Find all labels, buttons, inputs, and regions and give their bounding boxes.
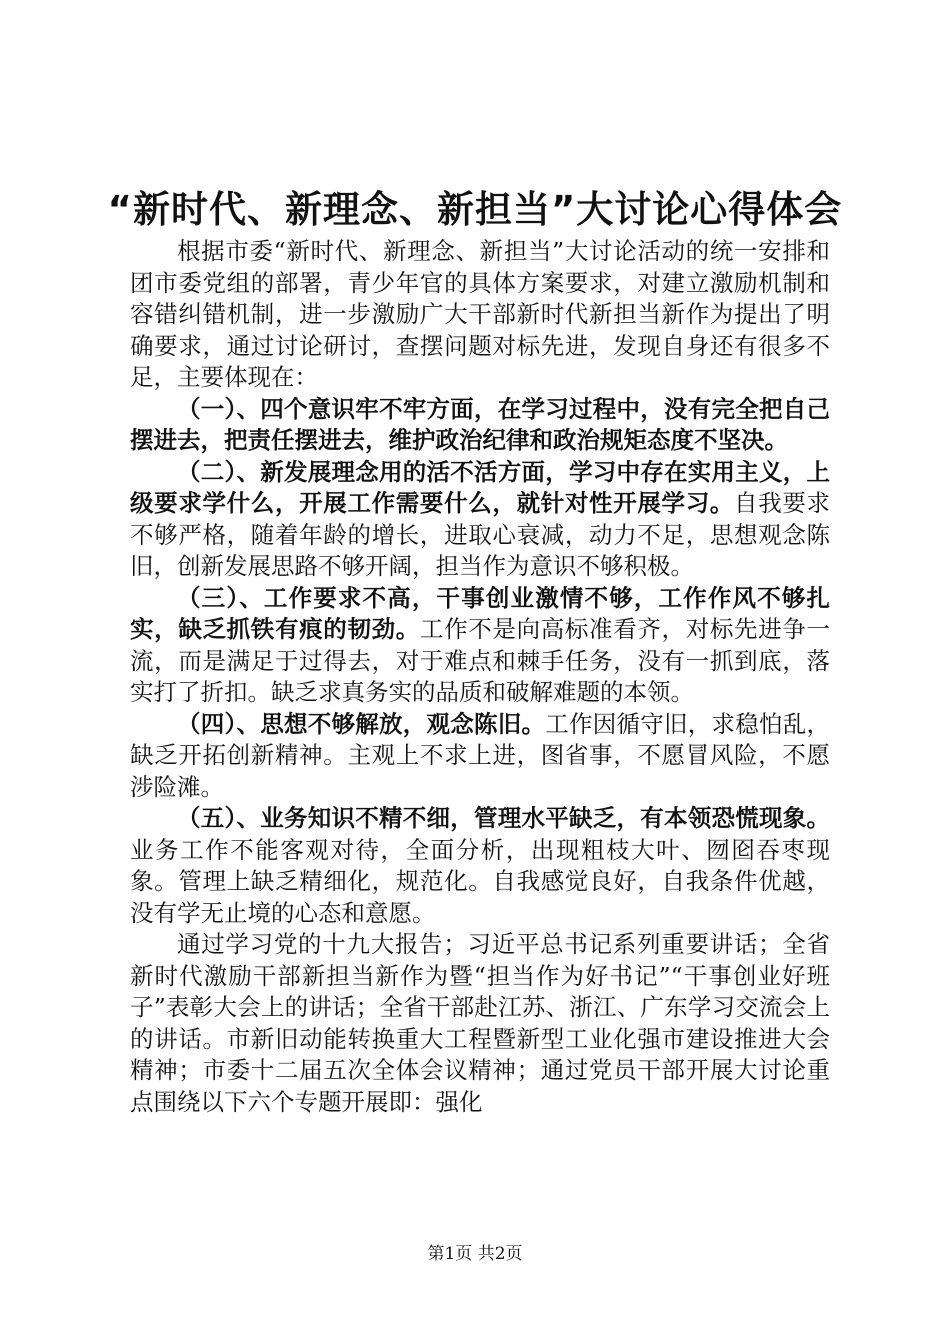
paragraph-text: 工作不是向高标准看齐，对标先进争一流，而是满足于过得去，对于难点和棘手任务，没有一抓到底，落实打了折扣。缺乏求真务实的品质和破解难题的本领。: [130, 615, 831, 706]
paragraph: [130, 803, 830, 929]
page-number: 第1页 共2页: [427, 1244, 523, 1264]
paragraph: [130, 457, 830, 583]
paragraph-text: 根据市委“新时代、新理念、新担当”大讨论活动的统一安排和团市委党组的部署，青少年官的具体方案要求，对建立激励机制和容错纠错机制，进一步激励广大干部新时代新担当新作为提出了明确要求，通过讨论研讨，查摆问题对标先进，发现自身还有很多不足，主要体现在：: [130, 237, 830, 391]
paragraph-text: 业务工作不能客观对待，全面分析，出现粗枝大叶、囫囵吞枣现象。管理上缺乏精细化，规范化。自我感觉良好，自我条件优越，没有学无止境的心态和意愿。: [130, 835, 830, 927]
paragraph-text: 通过学习党的十九大报告；习近平总书记系列重要讲话；全省新时代激励干部新担当新作为暨“担当作为好书记”“干事创业好班子”表彰大会上的讲话；全省干部赴江苏、浙江、广东学习交流会上的讲话。市新旧动能转换重大工程暨新型工业化强市建设推进大会精神；市委十二届五次全体会议精神；通过党员干部开展大讨论重点围绕以下六个专题开展即：强化: [130, 930, 830, 1116]
paragraph: [130, 394, 830, 457]
paragraph-text: 工作因循守旧，求稳怕乱，缺乏开拓创新精神。主观上不求上进，图省事，不愿冒风险，不愿涉险滩。: [130, 709, 830, 801]
paragraph-lead: （三）、工作要求不高，干事创业激情不够，工作作风不够扎实，缺乏抓铁有痕的韧劲。: [130, 583, 830, 643]
document-title: “新时代、新理念、新担当”大讨论心得体会: [107, 188, 843, 231]
paragraph-lead: （一）、四个意识牢不牢方面，在学习过程中，没有完全把自己摆进去，把责任摆进去，维护政治纪律和政治规矩态度不坚决。: [130, 394, 830, 454]
paragraph-text: 自我要求不够严格，随着年龄的增长，进取心衰减，动力不足，思想观念陈旧，创新发展思路不够开阔，担当作为意识不够积极。: [130, 489, 831, 580]
paragraph: [130, 709, 830, 804]
paragraph-lead: （四）、思想不够解放，观念陈旧。: [177, 709, 546, 738]
paragraph-lead: （五）、业务知识不精不细，管理水平缺乏，有本领恐慌现象。: [177, 804, 830, 832]
paragraph: [130, 583, 830, 709]
paragraph-lead: （二）、新发展理念用的活不活方面，学习中存在实用主义，上级要求学什么，开展工作需要什么，就针对性开展学习。: [130, 457, 830, 517]
paragraph: [130, 929, 830, 1118]
document-body: [130, 236, 830, 1118]
paragraph: [130, 236, 830, 394]
